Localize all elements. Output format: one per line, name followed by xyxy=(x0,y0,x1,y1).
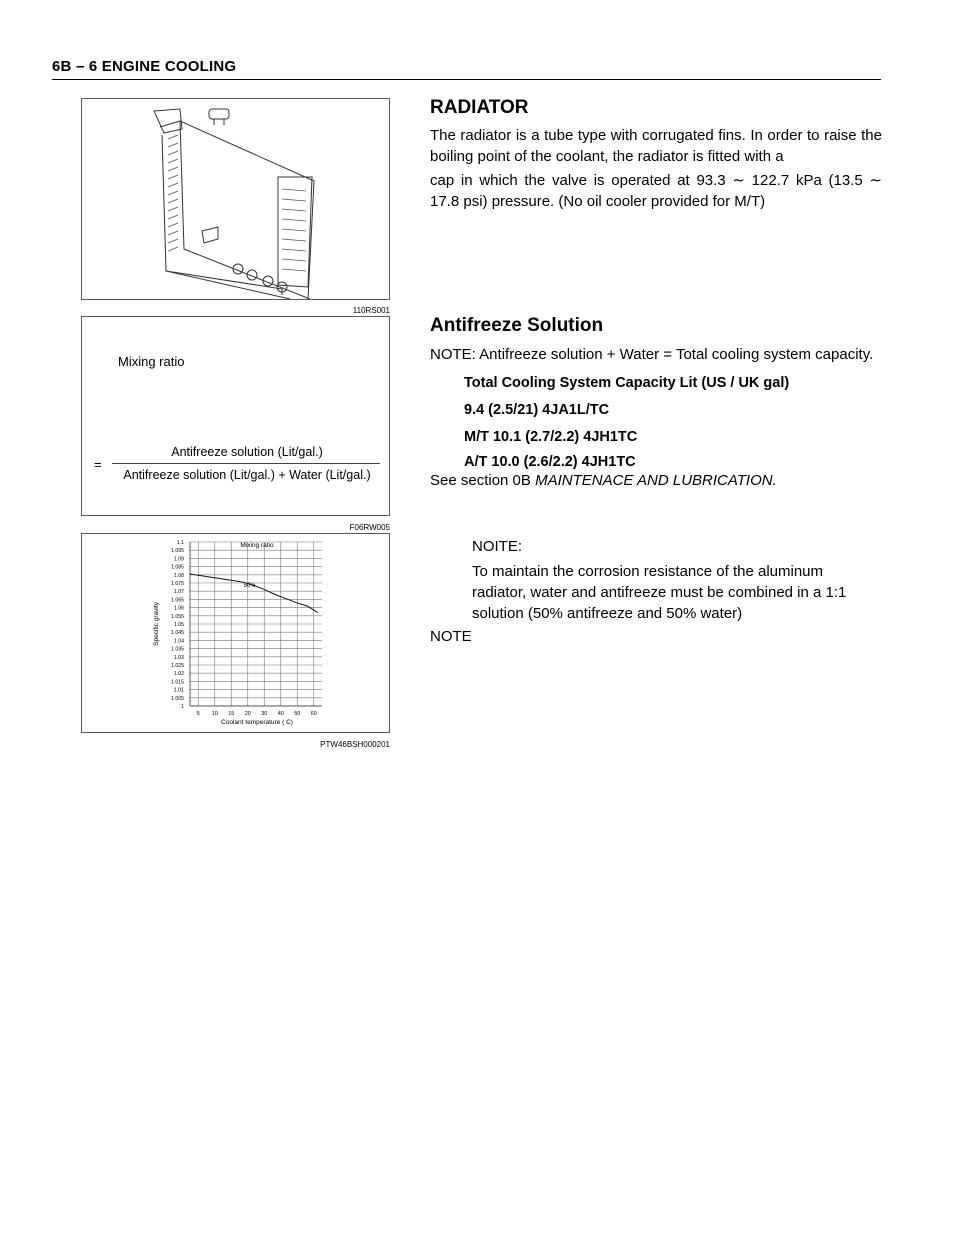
y-tick-label: 1.01 xyxy=(173,687,184,694)
mixing-ratio-numerator: Antifreeze solution (Lit/gal.) xyxy=(171,445,323,459)
y-tick-label: 1.06 xyxy=(173,605,184,612)
series-line xyxy=(190,574,318,613)
y-tick-label: 1.085 xyxy=(171,564,184,571)
notice-line-2: radiator, water and antifreeze must be combined in a 1:1 xyxy=(472,584,847,601)
x-tick-label: 40 xyxy=(277,711,284,717)
y-tick-label: 1.035 xyxy=(171,646,184,653)
y-tick-label: 1.015 xyxy=(171,679,184,686)
radiator-section xyxy=(430,97,882,212)
radiator-cap-shape xyxy=(209,109,229,119)
y-tick-label: 1.02 xyxy=(173,671,184,678)
y-tick-label: 1.04 xyxy=(173,638,184,645)
see-section-reference: MAINTENACE AND LUBRICATION. xyxy=(535,472,777,489)
see-section-prefix: See section 0B xyxy=(430,472,536,489)
notice-box xyxy=(430,536,882,647)
radiator-paragraph-2: cap in which the valve is operated at 93.3 ∼ 122.7 kPa (13.5 ∼ 17.8 psi) pressure. (No oil cooler provided for M/T) xyxy=(430,172,882,210)
y-tick-label: 1.1 xyxy=(176,540,184,546)
y-tick-label: 1.08 xyxy=(173,572,184,579)
mixing-ratio-equals: = xyxy=(94,457,102,472)
notice-footer: NOTE xyxy=(430,628,472,645)
y-tick-label: 1.03 xyxy=(173,654,184,661)
notice-line-1: To maintain the corrosion resistance of the aluminum xyxy=(472,563,824,580)
x-tick-label: 60 xyxy=(310,711,317,717)
capacity-line-3: A/T 10.0 (2.6/2.2) 4JH1TC xyxy=(464,454,636,470)
y-tick-label: 1.05 xyxy=(173,622,184,628)
fraction-line xyxy=(112,463,380,464)
y-tick-label: 1.045 xyxy=(171,630,184,637)
antifreeze-section xyxy=(430,315,882,490)
mixing-figure-caption: F06RW005 xyxy=(349,523,390,532)
x-tick-label: 10 xyxy=(211,711,218,717)
see-section-line xyxy=(430,471,882,490)
radiator-paragraph-1: The radiator is a tube type with corrugated fins. In order to raise the boiling point of the coolant, the radiator is fitted with a xyxy=(430,127,882,165)
y-tick-label: 1.005 xyxy=(171,695,184,702)
capacity-line-1: 9.4 (2.5/21) 4JA1L/TC xyxy=(464,402,610,418)
radiator-illustration xyxy=(82,99,389,299)
specific-gravity-chart xyxy=(82,534,389,732)
radiator-figure xyxy=(81,98,390,300)
series-annotation: 50% xyxy=(243,583,256,590)
y-tick-label: 1.07 xyxy=(173,589,184,596)
gravity-figure-caption: PTW46BSH000201 xyxy=(320,740,390,749)
y-tick-label: 1.075 xyxy=(171,581,184,587)
mixing-ratio-title: Mixing ratio xyxy=(118,354,185,369)
y-tick-label: 1 xyxy=(181,704,184,710)
radiator-heading: RADIATOR xyxy=(430,97,529,118)
mixing-ratio-denominator: Antifreeze solution (Lit/gal.) + Water (Lit/gal.) xyxy=(123,468,371,482)
gravity-chart-figure xyxy=(81,533,390,733)
notice-line-3: solution (50% antifreeze and 50% water) xyxy=(472,605,743,622)
x-tick-label: 5 xyxy=(196,711,200,717)
antifreeze-note: NOTE: Antifreeze solution + Water = Total cooling system capacity. xyxy=(430,346,874,363)
x-axis-label: Coolant temperature ( C) xyxy=(221,719,293,726)
notice-label: NOITE: xyxy=(472,538,523,555)
y-tick-label: 1.09 xyxy=(173,556,184,563)
x-tick-label: 20 xyxy=(244,711,251,717)
y-axis-label: Specific gravity xyxy=(153,602,160,646)
y-tick-label: 1.025 xyxy=(171,663,184,669)
radiator-figure-caption: 110RS001 xyxy=(352,306,390,315)
antifreeze-heading: Antifreeze Solution xyxy=(430,315,604,336)
chart-title: Mixing ratio xyxy=(240,542,274,549)
header-rule xyxy=(52,79,881,80)
mixing-ratio-figure xyxy=(81,316,390,516)
capacity-line-2: M/T 10.1 (2.7/2.2) 4JH1TC xyxy=(464,429,638,445)
capacity-title: Total Cooling System Capacity Lit (US / UK gal) xyxy=(464,375,790,391)
y-tick-label: 1.065 xyxy=(171,597,184,604)
y-tick-label: 1.055 xyxy=(171,613,184,620)
x-tick-label: 15 xyxy=(228,711,235,717)
y-tick-label: 1.095 xyxy=(171,548,184,555)
x-tick-label: 50 xyxy=(294,711,301,717)
x-tick-label: 30 xyxy=(261,711,268,717)
page-header: 6B – 6 ENGINE COOLING xyxy=(52,58,237,75)
